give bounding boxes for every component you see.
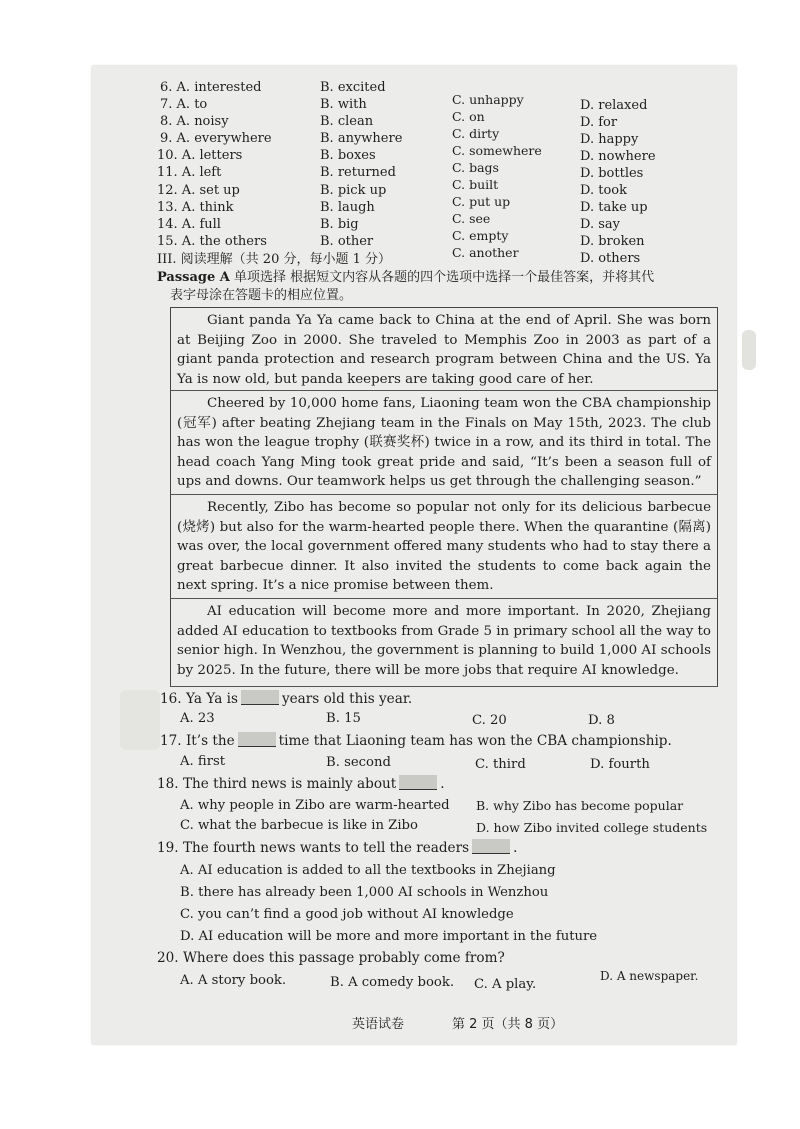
passage-paragraph-3: Recently, Zibo has become so popular not only for its delicious barbecue (烧烤) but also for the warm-hearted people there. When the quarantine (隔离) was over, the local government offered many students who had to stay there a great barbecue dinner. It also invited the students to come back again the next spring. It’s a nice promise between them. xyxy=(170,495,718,599)
option-b: B. clean xyxy=(320,114,374,129)
option-c: C. put up xyxy=(452,194,511,209)
stem-text: . xyxy=(513,840,518,856)
option-a: 14. A. full xyxy=(157,217,221,232)
question-stem xyxy=(160,732,672,750)
option-c: C. somewhere xyxy=(452,143,542,158)
option-a: 8. A. noisy xyxy=(160,114,229,129)
stem-text: time that Liaoning team has won the CBA championship. xyxy=(278,733,672,749)
footer-subject: 英语试卷 xyxy=(352,1017,405,1032)
question-stem xyxy=(157,949,505,967)
option-d: D. took xyxy=(580,183,627,198)
answer-option: C. what the barbecue is like in Zibo xyxy=(180,818,418,833)
answer-option: B. why Zibo has become popular xyxy=(476,798,684,813)
option-d: D. happy xyxy=(580,132,639,147)
answer-option: C. you can’t find a good job without AI knowledge xyxy=(180,907,514,922)
passage-instruction-cont: 表字母涂在答题卡的相应位置。 xyxy=(170,288,353,303)
option-d: D. broken xyxy=(580,234,645,249)
option-d: D. relaxed xyxy=(580,98,648,113)
option-d: D. take up xyxy=(580,200,648,215)
option-a: 13. A. think xyxy=(157,200,234,215)
option-d: D. others xyxy=(580,251,641,266)
answer-blank xyxy=(238,732,276,747)
option-a: 10. A. letters xyxy=(157,148,243,163)
option-b: B. pick up xyxy=(320,183,387,198)
option-d: D. say xyxy=(580,217,620,232)
option-a: 11. A. left xyxy=(157,165,222,180)
stem-text: 18. The third news is mainly about xyxy=(157,776,397,792)
stem-text: 16. Ya Ya is xyxy=(160,691,238,707)
passage-paragraph-4: AI education will become more and more important. In 2020, Zhejiang added AI education to textbooks from Grade 5 in primary school all the way to senior high. In Wenzhou, the government is planning to build 1,000 AI schools by 2025. In the future, there will be more jobs that require AI knowledge. xyxy=(170,599,718,687)
answer-option: D. A newspaper. xyxy=(600,969,699,983)
option-b: B. laugh xyxy=(320,200,375,215)
option-c: C. dirty xyxy=(452,126,500,141)
stem-text: . xyxy=(440,776,445,792)
answer-option: D. 8 xyxy=(588,713,615,728)
option-c: C. bags xyxy=(452,160,499,175)
passage-heading xyxy=(157,270,654,286)
question-stem xyxy=(160,690,412,708)
option-d: D. bottles xyxy=(580,166,644,181)
answer-option: D. fourth xyxy=(590,757,650,772)
option-d: D. nowhere xyxy=(580,149,656,164)
passage-paragraph-2: Cheered by 10,000 home fans, Liaoning team won the CBA championship (冠军) after beating Zhejiang team in the Finals on May 15th, 2023. The club has won the league trophy (联赛奖杯) twice in a row, and its third in total. The head coach Yang Ming took great pride and said, “It’s been a season full of ups and downs. Our teamwork helps us get through the challenging season.” xyxy=(170,391,718,495)
option-b: B. boxes xyxy=(320,148,376,163)
answer-option: C. 20 xyxy=(472,713,507,728)
passage-instruction: 单项选择 根据短文内容从各题的四个选项中选择一个最佳答案，并将其代 xyxy=(234,270,655,285)
answer-option: D. how Zibo invited college students xyxy=(476,820,708,835)
footer-page-number: 第 2 页（共 8 页） xyxy=(452,1017,564,1032)
answer-option: B. A comedy book. xyxy=(330,975,455,990)
option-a: 6. A. interested xyxy=(160,80,262,95)
option-c: C. another xyxy=(452,245,519,260)
section-title: III. 阅读理解（共 20 分，每小题 1 分） xyxy=(157,252,392,267)
stem-text: 19. The fourth news wants to tell the readers xyxy=(157,840,470,856)
answer-option: B. 15 xyxy=(326,711,361,726)
stem-text: 20. Where does this passage probably come from? xyxy=(157,950,505,966)
option-b: B. with xyxy=(320,97,367,112)
option-c: C. see xyxy=(452,211,491,226)
stem-text: years old this year. xyxy=(281,691,413,707)
answer-option: A. AI education is added to all the textbooks in Zhejiang xyxy=(180,863,556,878)
option-a: 9. A. everywhere xyxy=(160,131,272,146)
answer-option: B. second xyxy=(326,755,391,770)
answer-blank xyxy=(241,690,279,705)
option-c: C. on xyxy=(452,109,485,124)
passage-paragraph-1: Giant panda Ya Ya came back to China at the end of April. She was born at Beijing Zoo in 2000. She traveled to Memphis Zoo in 2003 as part of a giant panda protection and research program between China and the US. Ya Ya is now old, but panda keepers are taking good care of her. xyxy=(170,307,718,391)
option-a: 15. A. the others xyxy=(157,234,267,249)
answer-option: C. third xyxy=(475,757,526,772)
passage-label: Passage A xyxy=(157,270,230,285)
option-d: D. for xyxy=(580,115,618,130)
option-b: B. returned xyxy=(320,165,396,180)
answer-option: C. A play. xyxy=(474,977,537,992)
option-c: C. unhappy xyxy=(452,92,524,107)
answer-option: B. there has already been 1,000 AI schools in Wenzhou xyxy=(180,885,549,900)
answer-option: A. why people in Zibo are warm-hearted xyxy=(180,798,450,813)
answer-option: A. first xyxy=(180,754,226,769)
question-stem xyxy=(157,775,445,793)
bleed-mark xyxy=(742,330,756,370)
question-stem xyxy=(157,839,517,857)
answer-blank xyxy=(472,839,510,854)
bleed-mark xyxy=(120,690,160,750)
option-b: B. other xyxy=(320,234,374,249)
option-a: 7. A. to xyxy=(160,97,208,112)
option-a: 12. A. set up xyxy=(157,183,240,198)
answer-option: A. A story book. xyxy=(180,973,287,988)
answer-option: D. AI education will be more and more important in the future xyxy=(180,929,598,944)
option-b: B. big xyxy=(320,217,359,232)
option-b: B. excited xyxy=(320,80,386,95)
answer-blank xyxy=(399,775,437,790)
stem-text: 17. It’s the xyxy=(160,733,235,749)
option-b: B. anywhere xyxy=(320,131,403,146)
answer-option: A. 23 xyxy=(180,711,215,726)
option-c: C. built xyxy=(452,177,499,192)
option-c: C. empty xyxy=(452,228,509,243)
